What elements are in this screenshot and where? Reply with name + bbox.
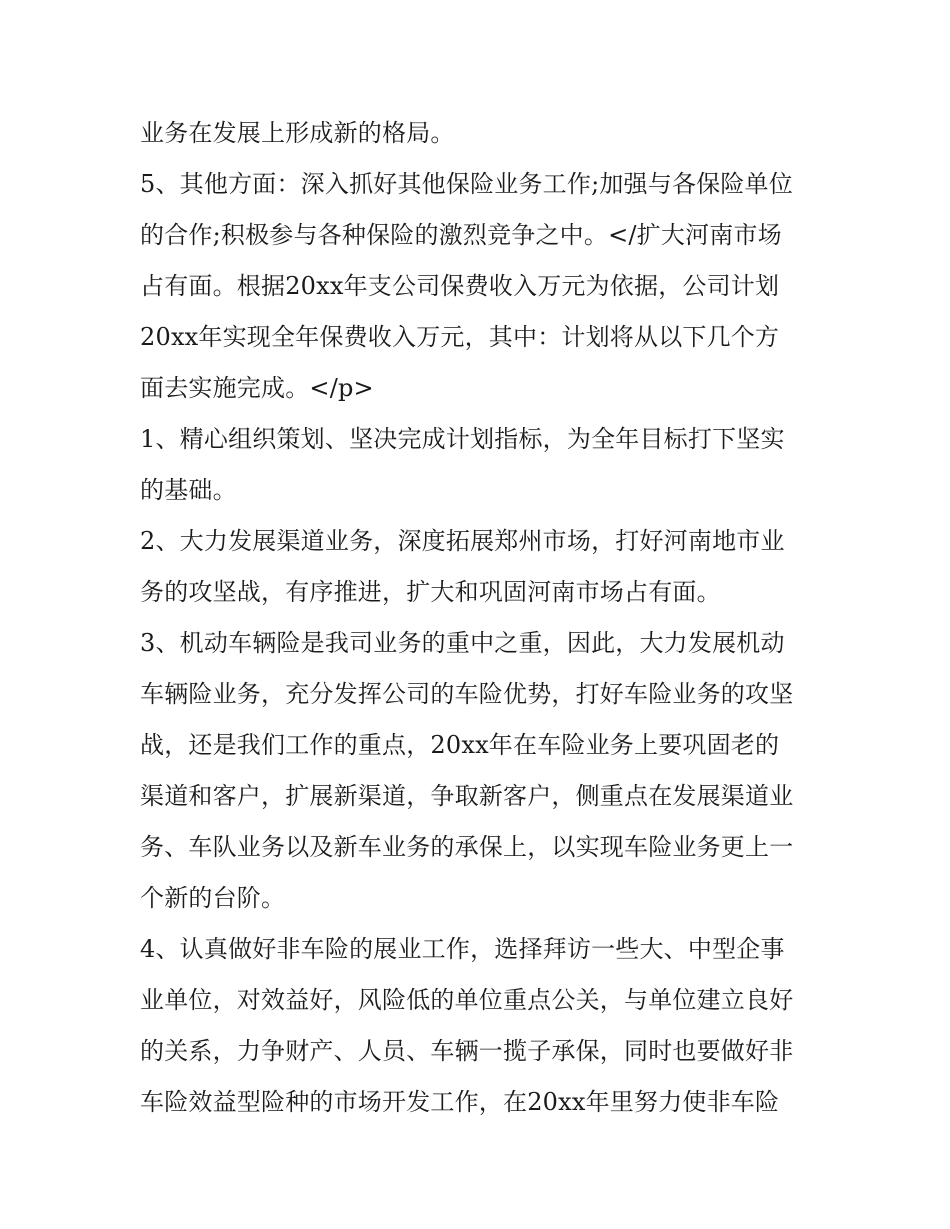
text-line: 战，还是我们工作的重点，20xx年在车险业务上要巩固老的 (140, 731, 780, 759)
text-line: 1、精心组织策划、坚决完成计划指标，为全年目标打下坚实 (140, 425, 785, 453)
text-line: 的合作;积极参与各种保险的激烈竞争之中。</扩大河南市场 (140, 221, 782, 249)
text-line: 务的攻坚战，有序推进，扩大和巩固河南市场占有面。 (140, 578, 721, 606)
text-line: 面去实施完成。</p> (140, 374, 374, 402)
text-line: 车辆险业务，充分发挥公司的车险优势，打好车险业务的攻坚 (140, 680, 794, 708)
document-body (140, 108, 820, 1128)
text-line: 5、其他方面：深入抓好其他保险业务工作;加强与各保险单位 (140, 170, 793, 198)
text-line: 渠道和客户，扩展新渠道，争取新客户，侧重点在发展渠道业 (140, 782, 794, 810)
text-line: 4、认真做好非车险的展业工作，选择拜访一些大、中型企事 (140, 935, 785, 963)
text-line: 占有面。根据20xx年支公司保费收入万元为依据，公司计划 (140, 272, 780, 300)
text-line: 3、机动车辆险是我司业务的重中之重，因此，大力发展机动 (140, 629, 785, 657)
text-line: 个新的台阶。 (140, 884, 286, 912)
text-line: 业单位，对效益好，风险低的单位重点公关，与单位建立良好 (140, 986, 794, 1014)
text-line: 车险效益型险种的市场开发工作，在20xx年里努力使非车险 (140, 1088, 780, 1116)
text-line: 的基础。 (140, 476, 237, 504)
text-line: 的关系，力争财产、人员、车辆一揽子承保，同时也要做好非 (140, 1037, 794, 1065)
text-line: 20xx年实现全年保费收入万元，其中：计划将从以下几个方 (140, 323, 780, 351)
text-line: 务、车队业务以及新车业务的承保上，以实现车险业务更上一 (140, 833, 794, 861)
text-line: 2、大力发展渠道业务，深度拓展郑州市场，打好河南地市业 (140, 527, 785, 555)
text-line: 业务在发展上形成新的格局。 (140, 119, 455, 147)
